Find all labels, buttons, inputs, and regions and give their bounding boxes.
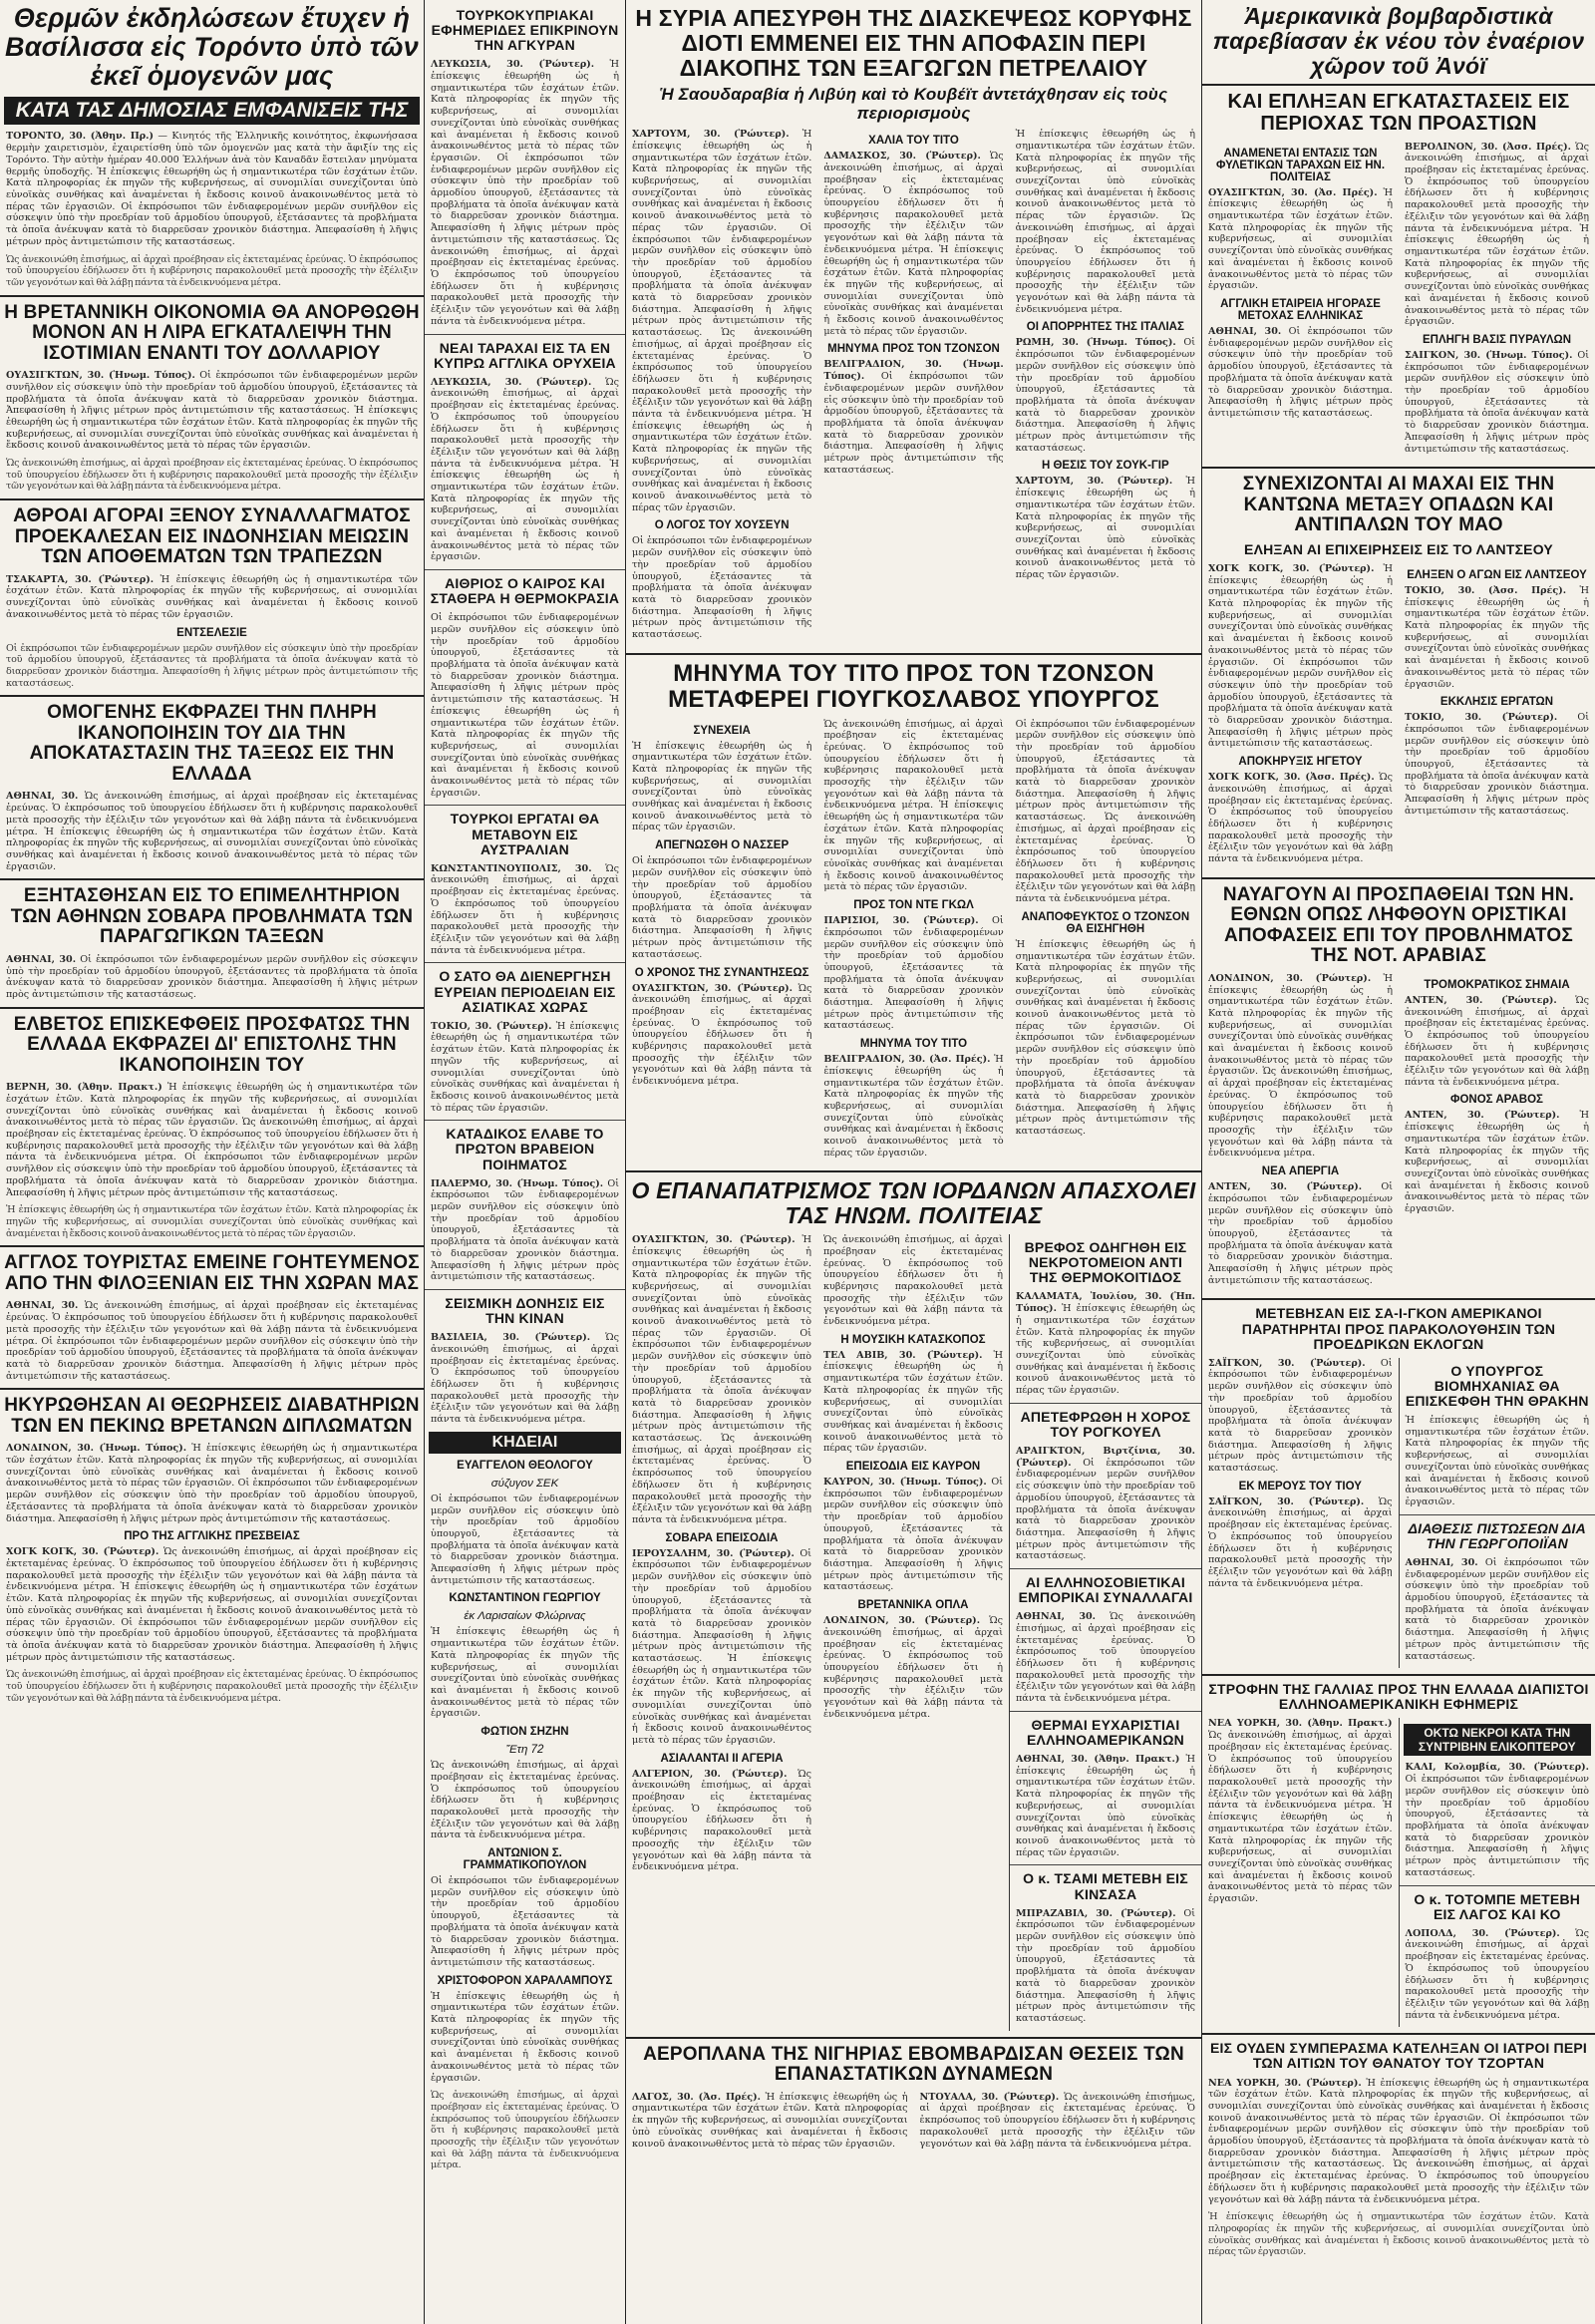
headline-weather: ΑΙΘΡΙΟΣ Ο ΚΑΙΡΟΣ ΚΑΙ ΣΤΑΘΕΡΑ Η ΘΕΡΜΟΚΡΑΣΙΑ (430, 574, 620, 607)
article-body: ΚΩΝΣΤΑΝΤΙΝΟΥΠΟΛΙΣ, 30. Ὡς ἀνεκοινώθη ἐπισήμως, αἱ ἀρχαὶ προέβησαν εἰς ἐκτεταμένας ἐρεύνας. Ὁ ἐκπρόσωπος τοῦ ὑπουργείου ἐδήλωσεν ὅτι ἡ κυβέρνησις παρακολουθεῖ μετὰ προσοχῆς τὴν ἐξέλιξιν τῶν γεγονότων καὶ θὰ λάβῃ πάντα τὰ ἐνδεικνυόμενα μέτρα. (431, 862, 619, 956)
article-body: ΜΠΡΑΖΑΒΙΛ, 30. (Ῥώυτερ). Οἱ ἐκπρόσωποι τῶν ἐνδιαφερομένων μερῶν συνῆλθον εἰς σύσκεψιν ὑπὸ τὴν προεδρίαν τοῦ ἁρμοδίου ὑπουργοῦ, ἐξετάσαντες τὰ προβλήματα τὰ ὁποῖα ἀνέκυψαν κατὰ τὸ διαρρεῦσαν χρονικὸν διάστημα. Ἀπεφασίσθη ἡ λῆψις μέτρων πρὸς ἀντιμετώπισιν τῆς καταστάσεως. (1016, 1907, 1195, 2024)
article-body: ΛΕΥΚΩΣΙΑ, 30. (Ῥώυτερ). Ἡ ἐπίσκεψις ἐθεωρήθη ὡς ἡ σημαντικωτέρα τῶν ἐσχάτων ἐτῶν. Κατὰ πληροφορίας ἐκ πηγῶν τῆς κυβερνήσεως, αἱ συνομιλίαι συνεχίζονται ὑπὸ εὐνοϊκὰς συνθήκας καὶ ἀναμένεται ἡ ἔκδοσις κοινοῦ ἀνακοινωθέντος μετὰ τὸ πέρας τῶν ἐργασιῶν. Οἱ ἐκπρόσωποι τῶν ἐνδιαφερομένων μερῶν συνῆλθον εἰς σύσκεψιν ὑπὸ τὴν προεδρίαν τοῦ ἁρμοδίου ὑπουργοῦ, ἐξετάσαντες τὰ προβλήματα τὰ ὁποῖα ἀνέκυψαν κατὰ τὸ διαρρεῦσαν χρονικὸν διάστημα. Ἀπεφασίσθη ἡ λῆψις μέτρων πρὸς ἀντιμετώπισιν τῆς καταστάσεως. Ὡς ἀνεκοινώθη ἐπισήμως, αἱ ἀρχαὶ προέβησαν εἰς ἐκτεταμένας ἐρεύνας. Ὁ ἐκπρόσωπος τοῦ ὑπουργείου ἐδήλωσεν ὅτι ἡ κυβέρνησις παρακολουθεῖ μετὰ προσοχῆς τὴν ἐξέλιξιν τῶν γεγονότων καὶ θὰ λάβῃ πάντα τὰ ἐνδεικνυόμενα μέτρα. (431, 59, 619, 327)
headline-swiss-letter: ΕΛΒΕΤΟΣ ΕΠΙΣΚΕΦΘΕΙΣ ΠΡΟΣΦΑΤΩΣ ΤΗΝ ΕΛΛΑΔΑ ΕΚΦΡΑΖΕΙ ΔΙ' ΕΠΙΣΤΟΛΗΣ ΤΗΝ ΙΚΑΝΟΠΟΙΗΣΙΝ ΤΟΥ (13, 1013, 411, 1076)
jordan-story (626, 1234, 1201, 2031)
article-body: ΒΑΣΙΛΕΙΑ, 30. (Ῥώυτερ). Ὡς ἀνεκοινώθη ἐπισήμως, αἱ ἀρχαὶ προέβησαν εἰς ἐκτεταμένας ἐρεύνας. Ὁ ἐκπρόσωπος τοῦ ὑπουργείου ἐδήλωσεν ὅτι ἡ κυβέρνησις παρακολουθεῖ μετὰ προσοχῆς τὴν ἐξέλιξιν τῶν γεγονότων καὶ θὰ λάβῃ πάντα τὰ ἐνδεικνυόμενα μέτρα. (431, 1332, 619, 1426)
article-body: ΛΟΝΔΙΝΟΝ, 30. (Ῥώυτερ). Ὡς ἀνεκοινώθη ἐπισήμως, αἱ ἀρχαὶ προέβησαν εἰς ἐκτεταμένας ἐρεύνας. Ὁ ἐκπρόσωπος τοῦ ὑπουργείου ἐδήλωσεν ὅτι ἡ κυβέρνησις παρακολουθεῖ μετὰ προσοχῆς τὴν ἐξέλιξιν τῶν γεγονότων καὶ θὰ λάβῃ πάντα τὰ ἐνδεικνυόμενα μέτρα. (823, 1615, 1003, 1720)
article-body: ΧΑΡΤΟΥΜ, 30. (Ῥώυτερ). Ἡ ἐπίσκεψις ἐθεωρήθη ὡς ἡ σημαντικωτέρα τῶν ἐσχάτων ἐτῶν. Κατὰ πληροφορίας ἐκ πηγῶν τῆς κυβερνήσεως, αἱ συνομιλίαι συνεχίζονται ὑπὸ εὐνοϊκὰς συνθήκας καὶ ἀναμένεται ἡ ἔκδοσις κοινοῦ ἀνακοινωθέντος μετὰ τὸ πέρας τῶν ἐργασιῶν. Οἱ ἐκπρόσωποι τῶν ἐνδιαφερομένων μερῶν συνῆλθον εἰς σύσκεψιν ὑπὸ τὴν προεδρίαν τοῦ ἁρμοδίου ὑπουργοῦ, ἐξετάσαντες τὰ προβλήματα τὰ ὁποῖα ἀνέκυψαν κατὰ τὸ διαρρεῦσαν χρονικὸν διάστημα. Ἀπεφασίσθη ἡ λῆψις μέτρων πρὸς ἀντιμετώπισιν τῆς καταστάσεως. Ὡς ἀνεκοινώθη ἐπισήμως, αἱ ἀρχαὶ προέβησαν εἰς ἐκτεταμένας ἐρεύνας. Ὁ ἐκπρόσωπος τοῦ ὑπουργείου ἐδήλωσεν ὅτι ἡ κυβέρνησις παρακολουθεῖ μετὰ προσοχῆς τὴν ἐξέλιξιν τῶν γεγονότων καὶ θὰ λάβῃ πάντα τὰ ἐνδεικνυόμενα μέτρα. Ἡ ἐπίσκεψις ἐθεωρήθη ὡς ἡ σημαντικωτέρα τῶν ἐσχάτων ἐτῶν. Κατὰ πληροφορίας ἐκ πηγῶν τῆς κυβερνήσεως, αἱ συνομιλίαι συνεχίζονται ὑπὸ εὐνοϊκὰς συνθήκας καὶ ἀναμένεται ἡ ἔκδοσις κοινοῦ ἀνακοινωθέντος μετὰ τὸ πέρας τῶν ἐργασιῶν. (632, 129, 812, 513)
headline-turkish-cypriot-papers: ΤΟΥΡΚΟΚΥΠΡΙΑΚΑΙ ΕΦΗΜΕΡΙΔΕΣ ΕΠΙΚΡΙΝΟΥΝ ΤΗΝ ΑΓΚΥΡΑΝ (431, 7, 619, 54)
tito-story (626, 719, 1201, 1165)
article-body: Ὡς ἀνεκοινώθη ἐπισήμως, αἱ ἀρχαὶ προέβησαν εἰς ἐκτεταμένας ἐρεύνας. Ὁ ἐκπρόσωπος τοῦ ὑπουργείου ἐδήλωσεν ὅτι ἡ κυβέρνησις παρακολουθεῖ μετὰ προσοχῆς τὴν ἐξέλιξιν τῶν γεγονότων καὶ θὰ λάβῃ πάντα τὰ ἐνδεικνυόμενα μέτρα. (6, 253, 418, 288)
article-body: ΤΟΡΟΝΤΟ, 30. (Ἀθην. Πρ.) — Κινητός τῆς Ἑλληνικῆς κοινότητος, ἐκφωνήσασα θερμὴν χαιρετισμὸν, ἐχαιρετίσθη ὑπὸ τῶν ὁμογενῶν μας κατὰ τὴν ἄφιξίν της εἰς Τορόντο. Τὴν αὐτὴν ἡμέραν 40.000 Ἑλλήνων ἀνὰ τὸν Καναδᾶν ἔστειλαν μηνύματα θερμῆς ὑποδοχῆς. Ἡ ἐπίσκεψις ἐθεωρήθη ὡς ἡ σημαντικωτέρα τῶν ἐσχάτων ἐτῶν. Κατὰ πληροφορίας ἐκ πηγῶν τῆς κυβερνήσεως, αἱ συνομιλίαι συνεχίζονται ὑπὸ εὐνοϊκὰς συνθήκας καὶ ἀναμένεται ἡ ἔκδοσις κοινοῦ ἀνακοινωθέντος μετὰ τὸ πέρας τῶν ἐργασιῶν. Οἱ ἐκπρόσωποι τῶν ἐνδιαφερομένων μερῶν συνῆλθον εἰς σύσκεψιν ὑπὸ τὴν προεδρίαν τοῦ ἁρμοδίου ὑπουργοῦ, ἐξετάσαντες τὰ προβλήματα τὰ ὁποῖα ἀνέκυψαν κατὰ τὸ διαρρεῦσαν χρονικὸν διάστημα. Ἀπεφασίσθη ἡ λῆψις μέτρων πρὸς ἀντιμετώπισιν τῆς καταστάσεως. (6, 131, 418, 247)
article-body: Ὡς ἀνεκοινώθη ἐπισήμως, αἱ ἀρχαὶ προέβησαν εἰς ἐκτεταμένας ἐρεύνας. Ὁ ἐκπρόσωπος τοῦ ὑπουργείου ἐδήλωσεν ὅτι ἡ κυβέρνησις παρακολουθεῖ μετὰ προσοχῆς τὴν ἐξέλιξιν τῶν γεγονότων καὶ θὰ λάβῃ πάντα τὰ ἐνδεικνυόμενα μέτρα. (6, 1669, 418, 1704)
france-story (1202, 1718, 1595, 2027)
section-label: ΕΝΤΣΕΛΕΣΙΕ (176, 626, 247, 639)
section-label: ΝΕΑ ΑΠΕΡΓΙΑ (1261, 1165, 1340, 1178)
arabia-story (1202, 973, 1595, 1293)
section-label: Η ΘΕΣΙΣ ΤΟΥ ΣΟΥΚ-ΓΙΡ (1041, 460, 1169, 473)
saigon-story (1202, 1358, 1595, 1669)
section-label: ΑΠΟΚΗΡΥΞΙΣ ΗΓΕΤΟΥ (1238, 756, 1363, 769)
headline-credits-agriculture: ΔΙΑΘΕΣΙΣ ΠΙΣΤΩΣΕΩΝ ΔΙΑ ΤΗΝ ΓΕΩΡΓΟΠΟΙΪΑΝ (1408, 1519, 1586, 1551)
article-body: Οἱ ἐκπρόσωποι τῶν ἐνδιαφερομένων μερῶν συνῆλθον εἰς σύσκεψιν ὑπὸ τὴν προεδρίαν τοῦ ἁρμοδίου ὑπουργοῦ, ἐξετάσαντες τὰ προβλήματα τὰ ὁποῖα ἀνέκυψαν κατὰ τὸ διαρρεῦσαν χρονικὸν διάστημα. Ἀπεφασίσθη ἡ λῆψις μέτρων πρὸς ἀντιμετώπισιν τῆς καταστάσεως. (6, 642, 418, 689)
article-body: ΧΟΓΚ ΚΟΓΚ, 30. (Ῥώυτερ). Ἡ ἐπίσκεψις ἐθεωρήθη ὡς ἡ σημαντικωτέρα τῶν ἐσχάτων ἐτῶν. Κατὰ πληροφορίας ἐκ πηγῶν τῆς κυβερνήσεως, αἱ συνομιλίαι συνεχίζονται ὑπὸ εὐνοϊκὰς συνθήκας καὶ ἀναμένεται ἡ ἔκδοσις κοινοῦ ἀνακοινωθέντος μετὰ τὸ πέρας τῶν ἐργασιῶν. Οἱ ἐκπρόσωποι τῶν ἐνδιαφερομένων μερῶν συνῆλθον εἰς σύσκεψιν ὑπὸ τὴν προεδρίαν τοῦ ἁρμοδίου ὑπουργοῦ, ἐξετάσαντες τὰ προβλήματα τὰ ὁποῖα ἀνέκυψαν κατὰ τὸ διαρρεῦσαν χρονικὸν διάστημα. Ἀπεφασίσθη ἡ λῆψις μέτρων πρὸς ἀντιμετώπισιν τῆς καταστάσεως. (1208, 562, 1393, 750)
section-label: ΦΟΝΟΣ ΑΡΑΒΟΣ (1450, 1094, 1543, 1107)
headline-turkish-workers: ΤΟΥΡΚΟΙ ΕΡΓΑΤΑΙ ΘΑ ΜΕΤΑΒΟΥΝ ΕΙΣ ΑΥΣΤΡΑΛΙΑΝ (450, 811, 600, 857)
article-body: Οἱ ἐκπρόσωποι τῶν ἐνδιαφερομένων μερῶν συνῆλθον εἰς σύσκεψιν ὑπὸ τὴν προεδρίαν τοῦ ἁρμοδίου ὑπουργοῦ, ἐξετάσαντες τὰ προβλήματα τὰ ὁποῖα ἀνέκυψαν κατὰ τὸ διαρρεῦσαν χρονικὸν διάστημα. Ἀπεφασίσθη ἡ λῆψις μέτρων πρὸς ἀντιμετώπισιν τῆς καταστάσεως. (632, 535, 812, 641)
article-body: Οἱ ἐκπρόσωποι τῶν ἐνδιαφερομένων μερῶν συνῆλθον εἰς σύσκεψιν ὑπὸ τὴν προεδρίαν τοῦ ἁρμοδίου ὑπουργοῦ, ἐξετάσαντες τὰ προβλήματα τὰ ὁποῖα ἀνέκυψαν κατὰ τὸ διαρρεῦσαν χρονικὸν διάστημα. Ἀπεφασίσθη ἡ λῆψις μέτρων πρὸς ἀντιμετώπισιν τῆς καταστάσεως. Ἡ ἐπίσκεψις ἐθεωρήθη ὡς ἡ σημαντικωτέρα τῶν ἐσχάτων ἐτῶν. Κατὰ πληροφορίας ἐκ πηγῶν τῆς κυβερνήσεως, αἱ συνομιλίαι συνεχίζονται ὑπὸ εὐνοϊκὰς συνθήκας καὶ ἀναμένεται ἡ ἔκδοσις κοινοῦ ἀνακοινωθέντος μετὰ τὸ πέρας τῶν ἐργασιῶν. (431, 612, 619, 799)
banner-jordan-repatriation: Ο ΕΠΑΝΑΠΑΤΡΙΣΜΟΣ ΤΩΝ ΙΟΡΔΑΝΩΝ ΑΠΑΣΧΟΛΕΙ ΤΑΣ ΗΝΩΜ. ΠΟΛΙΤΕΙΑΣ (631, 1177, 1196, 1229)
article-body: ΚΑΛΑΜΑΤΑ, Ἰουλίου, 30. (Ἠπ. Τύπος). Ἡ ἐπίσκεψις ἐθεωρήθη ὡς ἡ σημαντικωτέρα τῶν ἐσχάτων ἐτῶν. Κατὰ πληροφορίας ἐκ πηγῶν τῆς κυβερνήσεως, αἱ συνομιλίαι συνεχίζονται ὑπὸ εὐνοϊκὰς συνθήκας καὶ ἀναμένεται ἡ ἔκδοσις κοινοῦ ἀνακοινωθέντος μετὰ τὸ πέρας τῶν ἐργασιῶν. (1016, 1291, 1195, 1397)
article-body: Ἡ ἐπίσκεψις ἐθεωρήθη ὡς ἡ σημαντικωτέρα τῶν ἐσχάτων ἐτῶν. Κατὰ πληροφορίας ἐκ πηγῶν τῆς κυβερνήσεως, αἱ συνομιλίαι συνεχίζονται ὑπὸ εὐνοϊκὰς συνθήκας καὶ ἀναμένεται ἡ ἔκδοσις κοινοῦ ἀνακοινωθέντος μετὰ τὸ πέρας τῶν ἐργασιῶν. Ὡς ἀνεκοινώθη ἐπισήμως, αἱ ἀρχαὶ προέβησαν εἰς ἐκτεταμένας ἐρεύνας. Ὁ ἐκπρόσωπος τοῦ ὑπουργείου ἐδήλωσεν ὅτι ἡ κυβέρνησις παρακολουθεῖ μετὰ προσοχῆς τὴν ἐξέλιξιν τῶν γεγονότων καὶ θὰ λάβῃ πάντα τὰ ἐνδεικνυόμενα μέτρα. (1015, 129, 1195, 315)
syria-story (626, 129, 1201, 647)
article-body: Ὡς ἀνεκοινώθη ἐπισήμως, αἱ ἀρχαὶ προέβησαν εἰς ἐκτεταμένας ἐρεύνας. Ὁ ἐκπρόσωπος τοῦ ὑπουργείου ἐδήλωσεν ὅτι ἡ κυβέρνησις παρακολουθεῖ μετὰ προσοχῆς τὴν ἐξέλιξιν τῶν γεγονότων καὶ θὰ λάβῃ πάντα τὰ ἐνδεικνυόμενα μέτρα. Ἡ ἐπίσκεψις ἐθεωρήθη ὡς ἡ σημαντικωτέρα τῶν ἐσχάτων ἐτῶν. Κατὰ πληροφορίας ἐκ πηγῶν τῆς κυβερνήσεως, αἱ συνομιλίαι συνεχίζονται ὑπὸ εὐνοϊκὰς συνθήκας καὶ ἀναμένεται ἡ ἔκδοσις κοινοῦ ἀνακοινωθέντος μετὰ τὸ πέρας τῶν ἐργασιῶν. (823, 718, 1004, 893)
article-body: ΚΑΥΡΟΝ, 30. (Ἡνωμ. Τύπος). Οἱ ἐκπρόσωποι τῶν ἐνδιαφερομένων μερῶν συνῆλθον εἰς σύσκεψιν ὑπὸ τὴν προεδρίαν τοῦ ἁρμοδίου ὑπουργοῦ, ἐξετάσαντες τὰ προβλήματα τὰ ὁποῖα ἀνέκυψαν κατὰ τὸ διαρρεῦσαν χρονικὸν διάστημα. Ἀπεφασίσθη ἡ λῆψις μέτρων πρὸς ἀντιμετώπισιν τῆς καταστάσεως. (823, 1477, 1003, 1593)
headline-jordan-death-doctors: ΕΙΣ ΟΥΔΕΝ ΣΥΜΠΕΡΑΣΜΑ ΚΑΤΕΛΗΞΑΝ ΟΙ ΙΑΤΡΟΙ ΠΕΡΙ ΤΩΝ ΑΙΤΙΩΝ ΤΟΥ ΘΑΝΑΤΟΥ ΤΟΥ ΤΖΟΡΤΑΝ (1209, 2040, 1588, 2072)
section-label: Ο ΧΡΟΝΟΣ ΤΗΣ ΣΥΝΑΝΤΗΣΕΩΣ (634, 966, 809, 979)
article-body: ΧΟΓΚ ΚΟΓΚ, 30. (Ῥώυτερ). Ὡς ἀνεκοινώθη ἐπισήμως, αἱ ἀρχαὶ προέβησαν εἰς ἐκτεταμένας ἐρεύνας. Ὁ ἐκπρόσωπος τοῦ ὑπουργείου ἐδήλωσεν ὅτι ἡ κυβέρνησις παρακολουθεῖ μετὰ προσοχῆς τὴν ἐξέλιξιν τῶν γεγονότων καὶ θὰ λάβῃ πάντα τὰ ἐνδεικνυόμενα μέτρα. Ἡ ἐπίσκεψις ἐθεωρήθη ὡς ἡ σημαντικωτέρα τῶν ἐσχάτων ἐτῶν. Κατὰ πληροφορίας ἐκ πηγῶν τῆς κυβερνήσεως, αἱ συνομιλίαι συνεχίζονται ὑπὸ εὐνοϊκὰς συνθήκας καὶ ἀναμένεται ἡ ἔκδοσις κοινοῦ ἀνακοινωθέντος μετὰ τὸ πέρας τῶν ἐργασιῶν. Οἱ ἐκπρόσωποι τῶν ἐνδιαφερομένων μερῶν συνῆλθον εἰς σύσκεψιν ὑπὸ τὴν προεδρίαν τοῦ ἁρμοδίου ὑπουργοῦ, ἐξετάσαντες τὰ προβλήματα τὰ ὁποῖα ἀνέκυψαν κατὰ τὸ διαρρεῦσαν χρονικὸν διάστημα. Ἀπεφασίσθη ἡ λῆψις μέτρων πρὸς ἀντιμετώπισιν τῆς καταστάσεως. (6, 1546, 418, 1663)
obituary-name: ΕΥΑΓΓΕΛΟΝ ΘΕΟΛΟΓΟΥ (457, 1459, 593, 1472)
obituary-text: Ὡς ἀνεκοινώθη ἐπισήμως, αἱ ἀρχαὶ προέβησαν εἰς ἐκτεταμένας ἐρεύνας. Ὁ ἐκπρόσωπος τοῦ ὑπουργείου ἐδήλωσεν ὅτι ἡ κυβέρνησις παρακολουθεῖ μετὰ προσοχῆς τὴν ἐξέλιξιν τῶν γεγονότων καὶ θὰ λάβῃ πάντα τὰ ἐνδεικνυόμενα μέτρα. (431, 2090, 619, 2171)
headline-english-tourist: ΑΓΓΛΟΣ ΤΟΥΡΙΣΤΑΣ ΕΜΕΙΝΕ ΓΟΗΤΕΥΜΕΝΟΣ ΑΠΟ ΤΗΝ ΦΙΛΟΞΕΝΙΑΝ ΕΙΣ ΤΗΝ ΧΩΡΑΝ ΜΑΣ (4, 1252, 420, 1294)
article-body: ΟΥΑΣΙΓΚΤΩΝ, 30. (Ῥώυτερ). Ἡ ἐπίσκεψις ἐθεωρήθη ὡς ἡ σημαντικωτέρα τῶν ἐσχάτων ἐτῶν. Κατὰ πληροφορίας ἐκ πηγῶν τῆς κυβερνήσεως, αἱ συνομιλίαι συνεχίζονται ὑπὸ εὐνοϊκὰς συνθήκας καὶ ἀναμένεται ἡ ἔκδοσις κοινοῦ ἀνακοινωθέντος μετὰ τὸ πέρας τῶν ἐργασιῶν. Οἱ ἐκπρόσωποι τῶν ἐνδιαφερομένων μερῶν συνῆλθον εἰς σύσκεψιν ὑπὸ τὴν προεδρίαν τοῦ ἁρμοδίου ὑπουργοῦ, ἐξετάσαντες τὰ προβλήματα τὰ ὁποῖα ἀνέκυψαν κατὰ τὸ διαρρεῦσαν χρονικὸν διάστημα. Ἀπεφασίσθη ἡ λῆψις μέτρων πρὸς ἀντιμετώπισιν τῆς καταστάσεως. Ὡς ἀνεκοινώθη ἐπισήμως, αἱ ἀρχαὶ προέβησαν εἰς ἐκτεταμένας ἐρεύνας. Ὁ ἐκπρόσωπος τοῦ ὑπουργείου ἐδήλωσεν ὅτι ἡ κυβέρνησις παρακολουθεῖ μετὰ προσοχῆς τὴν ἐξέλιξιν τῶν γεγονότων καὶ θὰ λάβῃ πάντα τὰ ἐνδεικνυόμενα μέτρα. (632, 1234, 811, 1525)
article-body: Ἡ ἐπίσκεψις ἐθεωρήθη ὡς ἡ σημαντικωτέρα τῶν ἐσχάτων ἐτῶν. Κατὰ πληροφορίας ἐκ πηγῶν τῆς κυβερνήσεως, αἱ συνομιλίαι συνεχίζονται ὑπὸ εὐνοϊκὰς συνθήκας καὶ ἀναμένεται ἡ ἔκδοσις κοινοῦ ἀνακοινωθέντος μετὰ τὸ πέρας τῶν ἐργασιῶν. Οἱ ἐκπρόσωποι τῶν ἐνδιαφερομένων μερῶν συνῆλθον εἰς σύσκεψιν ὑπὸ τὴν προεδρίαν τοῦ ἁρμοδίου ὑπουργοῦ, ἐξετάσαντες τὰ προβλήματα τὰ ὁποῖα ἀνέκυψαν κατὰ τὸ διαρρεῦσαν χρονικὸν διάστημα. Ἀπεφασίσθη ἡ λῆψις μέτρων πρὸς ἀντιμετώπισιν τῆς καταστάσεως. (1015, 938, 1195, 1138)
obituary-text: Ὡς ἀνεκοινώθη ἐπισήμως, αἱ ἀρχαὶ προέβησαν εἰς ἐκτεταμένας ἐρεύνας. Ὁ ἐκπρόσωπος τοῦ ὑπουργείου ἐδήλωσεν ὅτι ἡ κυβέρνησις παρακολουθεῖ μετὰ προσοχῆς τὴν ἐξέλιξιν τῶν γεγονότων καὶ θὰ λάβῃ πάντα τὰ ἐνδεικνυόμενα μέτρα. (431, 1760, 619, 1841)
obituary-sub: Ἔτη 72 (505, 1744, 544, 1757)
article-body: ΧΑΡΤΟΥΜ, 30. (Ῥώυτερ). Ἡ ἐπίσκεψις ἐθεωρήθη ὡς ἡ σημαντικωτέρα τῶν ἐσχάτων ἐτῶν. Κατὰ πληροφορίας ἐκ πηγῶν τῆς κυβερνήσεως, αἱ συνομιλίαι συνεχίζονται ὑπὸ εὐνοϊκὰς συνθήκας καὶ ἀναμένεται ἡ ἔκδοσις κοινοῦ ἀνακοινωθέντος μετὰ τὸ πέρας τῶν ἐργασιῶν. (1015, 476, 1195, 581)
article-body: ΙΕΡΟΥΣΑΛΗΜ, 30. (Ῥώυτερ). Οἱ ἐκπρόσωποι τῶν ἐνδιαφερομένων μερῶν συνῆλθον εἰς σύσκεψιν ὑπὸ τὴν προεδρίαν τοῦ ἁρμοδίου ὑπουργοῦ, ἐξετάσαντες τὰ προβλήματα τὰ ὁποῖα ἀνέκυψαν κατὰ τὸ διαρρεῦσαν χρονικὸν διάστημα. Ἀπεφασίσθη ἡ λῆψις μέτρων πρὸς ἀντιμετώπισιν τῆς καταστάσεως. Ἡ ἐπίσκεψις ἐθεωρήθη ὡς ἡ σημαντικωτέρα τῶν ἐσχάτων ἐτῶν. Κατὰ πληροφορίας ἐκ πηγῶν τῆς κυβερνήσεως, αἱ συνομιλίαι συνεχίζονται ὑπὸ εὐνοϊκὰς συνθήκας καὶ ἀναμένεται ἡ ἔκδοσις κοινοῦ ἀνακοινωθέντος μετὰ τὸ πέρας τῶν ἐργασιῶν. (632, 1547, 811, 1746)
article-body: ΠΑΛΕΡΜΟ, 30. (Ἡνωμ. Τύπος). Οἱ ἐκπρόσωποι τῶν ἐνδιαφερομένων μερῶν συνῆλθον εἰς σύσκεψιν ὑπὸ τὴν προεδρίαν τοῦ ἁρμοδίου ὑπουργοῦ, ἐξετάσαντες τὰ προβλήματα τὰ ὁποῖα ἀνέκυψαν κατὰ τὸ διαρρεῦσαν χρονικὸν διάστημα. Ἀπεφασίσθη ἡ λῆψις μέτρων πρὸς ἀντιμετώπισιν τῆς καταστάσεως. (431, 1177, 619, 1283)
article-body: ΑΘΗΝΑΙ, 30. Ὡς ἀνεκοινώθη ἐπισήμως, αἱ ἀρχαὶ προέβησαν εἰς ἐκτεταμένας ἐρεύνας. Ὁ ἐκπρόσωπος τοῦ ὑπουργείου ἐδήλωσεν ὅτι ἡ κυβέρνησις παρακολουθεῖ μετὰ προσοχῆς τὴν ἐξέλιξιν τῶν γεγονότων καὶ θὰ λάβῃ πάντα τὰ ἐνδεικνυόμενα μέτρα. (1016, 1611, 1195, 1705)
subheadline-lanchow: ΕΛΗΞΑΝ ΑΙ ΕΠΙΧΕΙΡΗΣΕΙΣ ΕΙΣ ΤΟ ΛΑΝΤΣΕΟΥ (1244, 540, 1553, 557)
article-body: ΟΥΑΣΙΓΚΤΩΝ, 30. (Ἡνωμ. Τύπος). Οἱ ἐκπρόσωποι τῶν ἐνδιαφερομένων μερῶν συνῆλθον εἰς σύσκεψιν ὑπὸ τὴν προεδρίαν τοῦ ἁρμοδίου ὑπουργοῦ, ἐξετάσαντες τὰ προβλήματα τὰ ὁποῖα ἀνέκυψαν κατὰ τὸ διαρρεῦσαν χρονικὸν διάστημα. Ἀπεφασίσθη ἡ λῆψις μέτρων πρὸς ἀντιμετώπισιν τῆς καταστάσεως. Ἡ ἐπίσκεψις ἐθεωρήθη ὡς ἡ σημαντικωτέρα τῶν ἐσχάτων ἐτῶν. Κατὰ πληροφορίας ἐκ πηγῶν τῆς κυβερνήσεως, αἱ συνομιλίαι συνεχίζονται ὑπὸ εὐνοϊκὰς συνθήκας καὶ ἀναμένεται ἡ ἔκδοσις κοινοῦ ἀνακοινωθέντος μετὰ τὸ πέρας τῶν ἐργασιῶν. (6, 370, 418, 452)
article-body: ΑΘΗΝΑΙ, 30. Ὡς ἀνεκοινώθη ἐπισήμως, αἱ ἀρχαὶ προέβησαν εἰς ἐκτεταμένας ἐρεύνας. Ὁ ἐκπρόσωπος τοῦ ὑπουργείου ἐδήλωσεν ὅτι ἡ κυβέρνησις παρακολουθεῖ μετὰ προσοχῆς τὴν ἐξέλιξιν τῶν γεγονότων καὶ θὰ λάβῃ πάντα τὰ ἐνδεικνυόμενα μέτρα. Ἡ ἐπίσκεψις ἐθεωρήθη ὡς ἡ σημαντικωτέρα τῶν ἐσχάτων ἐτῶν. Κατὰ πληροφορίας ἐκ πηγῶν τῆς κυβερνήσεως, αἱ συνομιλίαι συνεχίζονται ὑπὸ εὐνοϊκὰς συνθήκας καὶ ἀναμένεται ἡ ἔκδοσις κοινοῦ ἀνακοινωθέντος μετὰ τὸ πέρας τῶν ἐργασιῶν. (6, 791, 418, 872)
article-body: ΣΑΪΓΚΟΝ, 30. (Ῥώυτερ). Οἱ ἐκπρόσωποι τῶν ἐνδιαφερομένων μερῶν συνῆλθον εἰς σύσκεψιν ὑπὸ τὴν προεδρίαν τοῦ ἁρμοδίου ὑπουργοῦ, ἐξετάσαντες τὰ προβλήματα τὰ ὁποῖα ἀνέκυψαν κατὰ τὸ διαρρεῦσαν χρονικὸν διάστημα. Ἀπεφασίσθη ἡ λῆψις μέτρων πρὸς ἀντιμετώπισιν τῆς καταστάσεως. (1208, 1357, 1393, 1475)
article-body: ΝΕΑ ΥΟΡΚΗ, 30. (Ἀθην. Πρακτ.) Ὡς ἀνεκοινώθη ἐπισήμως, αἱ ἀρχαὶ προέβησαν εἰς ἐκτεταμένας ἐρεύνας. Ὁ ἐκπρόσωπος τοῦ ὑπουργείου ἐδήλωσεν ὅτι ἡ κυβέρνησις παρακολουθεῖ μετὰ προσοχῆς τὴν ἐξέλιξιν τῶν γεγονότων καὶ θὰ λάβῃ πάντα τὰ ἐνδεικνυόμενα μέτρα. Ἡ ἐπίσκεψις ἐθεωρήθη ὡς ἡ σημαντικωτέρα τῶν ἐσχάτων ἐτῶν. Κατὰ πληροφορίας ἐκ πηγῶν τῆς κυβερνήσεως, αἱ συνομιλίαι συνεχίζονται ὑπὸ εὐνοϊκὰς συνθήκας καὶ ἀναμένεται ἡ ἔκδοσις κοινοῦ ἀνακοινωθέντος μετὰ τὸ πέρας τῶν ἐργασιῶν. (1208, 1718, 1393, 1905)
article-body: ΑΛΓΕΡΙΟΝ, 30. (Ῥώυτερ). Ὡς ἀνεκοινώθη ἐπισήμως, αἱ ἀρχαὶ προέβησαν εἰς ἐκτεταμένας ἐρεύνας. Ὁ ἐκπρόσωπος τοῦ ὑπουργείου ἐδήλωσεν ὅτι ἡ κυβέρνησις παρακολουθεῖ μετὰ προσοχῆς τὴν ἐξέλιξιν τῶν γεγονότων καὶ θὰ λάβῃ πάντα τὰ ἐνδεικνυόμενα μέτρα. (632, 1768, 811, 1873)
section-label: ΑΓΓΛΙΚΗ ΕΤΑΙΡΕΙΑ ΗΓΟΡΑΣΕ ΜΕΤΟΧΑΣ ΕΛΛΗΝΙΚΑΣ (1220, 298, 1381, 322)
article-body: Οἱ ἐκπρόσωποι τῶν ἐνδιαφερομένων μερῶν συνῆλθον εἰς σύσκεψιν ὑπὸ τὴν προεδρίαν τοῦ ἁρμοδίου ὑπουργοῦ, ἐξετάσαντες τὰ προβλήματα τὰ ὁποῖα ἀνέκυψαν κατὰ τὸ διαρρεῦσαν χρονικὸν διάστημα. Ἀπεφασίσθη ἡ λῆψις μέτρων πρὸς ἀντιμετώπισιν τῆς καταστάσεως. Ὡς ἀνεκοινώθη ἐπισήμως, αἱ ἀρχαὶ προέβησαν εἰς ἐκτεταμένας ἐρεύνας. Ὁ ἐκπρόσωπος τοῦ ὑπουργείου ἐδήλωσεν ὅτι ἡ κυβέρνησις παρακολουθεῖ μετὰ προσοχῆς τὴν ἐξέλιξιν τῶν γεγονότων καὶ θὰ λάβῃ πάντα τὰ ἐνδεικνυόμενα μέτρα. (1015, 718, 1195, 905)
article-body: ΛΟΠΟΛΔ, 30. (Ῥώυτερ). Ὡς ἀνεκοινώθη ἐπισήμως, αἱ ἀρχαὶ προέβησαν εἰς ἐκτεταμένας ἐρεύνας. Ὁ ἐκπρόσωπος τοῦ ὑπουργείου ἐδήλωσεν ὅτι ἡ κυβέρνησις παρακολουθεῖ μετὰ προσοχῆς τὴν ἐξέλιξιν τῶν γεγονότων καὶ θὰ λάβῃ πάντα τὰ ἐνδεικνυόμενα μέτρα. (1405, 1927, 1589, 2021)
section-label: Η ΜΟΥΣΙΚΗ ΚΑΤΑΣΚΟΠΟΣ (840, 1333, 986, 1346)
section-label: ΑΠΕΓΝΩΣΘΗ Ο ΝΑΣΣΕΡ (655, 839, 790, 852)
section-label: ΜΗΝΥΜΑ ΠΡΟΣ ΤΟΝ ΤΖΟΝΣΟΝ (827, 343, 1000, 356)
article-body: ΑΘΗΝΑΙ, 30. Οἱ ἐκπρόσωποι τῶν ἐνδιαφερομένων μερῶν συνῆλθον εἰς σύσκεψιν ὑπὸ τὴν προεδρίαν τοῦ ἁρμοδίου ὑπουργοῦ, ἐξετάσαντες τὰ προβλήματα τὰ ὁποῖα ἀνέκυψαν κατὰ τὸ διαρρεῦσαν χρονικὸν διάστημα. Ἀπεφασίσθη ἡ λῆψις μέτρων πρὸς ἀντιμετώπισιν τῆς καταστάσεως. (1208, 326, 1393, 419)
section-label: ΑΣΙΑΛΑΝΤΑΙ ΙΙ ΑΓΕΡΙΑ (660, 1752, 784, 1765)
article-body: ΝΕΑ ΥΟΡΚΗ, 30. (Ῥώυτερ). Ἡ ἐπίσκεψις ἐθεωρήθη ὡς ἡ σημαντικωτέρα τῶν ἐσχάτων ἐτῶν. Κατὰ πληροφορίας ἐκ πηγῶν τῆς κυβερνήσεως, αἱ συνομιλίαι συνεχίζονται ὑπὸ εὐνοϊκὰς συνθήκας καὶ ἀναμένεται ἡ ἔκδοσις κοινοῦ ἀνακοινωθέντος μετὰ τὸ πέρας τῶν ἐργασιῶν. Οἱ ἐκπρόσωποι τῶν ἐνδιαφερομένων μερῶν συνῆλθον εἰς σύσκεψιν ὑπὸ τὴν προεδρίαν τοῦ ἁρμοδίου ὑπουργοῦ, ἐξετάσαντες τὰ προβλήματα τὰ ὁποῖα ἀνέκυψαν κατὰ τὸ διαρρεῦσαν χρονικὸν διάστημα. Ἀπεφασίσθη ἡ λῆψις μέτρων πρὸς ἀντιμετώπισιν τῆς καταστάσεως. Ὡς ἀνεκοινώθη ἐπισήμως, αἱ ἀρχαὶ προέβησαν εἰς ἐκτεταμένας ἐρεύνας. Ὁ ἐκπρόσωπος τοῦ ὑπουργείου ἐδήλωσεν ὅτι ἡ κυβέρνησις παρακολουθεῖ μετὰ προσοχῆς τὴν ἐξέλιξιν τῶν γεγονότων καὶ θὰ λάβῃ πάντα τὰ ἐνδεικνυόμενα μέτρα. (1208, 2077, 1589, 2205)
column-3b (1009, 1234, 1201, 2031)
article-body: Ὡς ἀνεκοινώθη ἐπισήμως, αἱ ἀρχαὶ προέβησαν εἰς ἐκτεταμένας ἐρεύνας. Ὁ ἐκπρόσωπος τοῦ ὑπουργείου ἐδήλωσεν ὅτι ἡ κυβέρνησις παρακολουθεῖ μετὰ προσοχῆς τὴν ἐξέλιξιν τῶν γεγονότων καὶ θὰ λάβῃ πάντα τὰ ἐνδεικνυόμενα μέτρα. (6, 458, 418, 493)
article-body: ΤΟΚΙΟ, 30. (Ῥώυτερ). Ἡ ἐπίσκεψις ἐθεωρήθη ὡς ἡ σημαντικωτέρα τῶν ἐσχάτων ἐτῶν. Κατὰ πληροφορίας ἐκ πηγῶν τῆς κυβερνήσεως, αἱ συνομιλίαι συνεχίζονται ὑπὸ εὐνοϊκὰς συνθήκας καὶ ἀναμένεται ἡ ἔκδοσις κοινοῦ ἀνακοινωθέντος μετὰ τὸ πέρας τῶν ἐργασιῶν. (431, 1020, 619, 1114)
section-label: ΠΡΟ ΤΗΣ ΑΓΓΛΙΚΗΣ ΠΡΕΣΒΕΙΑΣ (124, 1530, 300, 1543)
article-body: ΛΟΝΔΙΝΟΝ, 30. (Ἡνωμ. Τύπος). Ἡ ἐπίσκεψις ἐθεωρήθη ὡς ἡ σημαντικωτέρα τῶν ἐσχάτων ἐτῶν. Κατὰ πληροφορίας ἐκ πηγῶν τῆς κυβερνήσεως, αἱ συνομιλίαι συνεχίζονται ὑπὸ εὐνοϊκὰς συνθήκας καὶ ἀναμένεται ἡ ἔκδοσις κοινοῦ ἀνακοινωθέντος μετὰ τὸ πέρας τῶν ἐργασιῶν. Οἱ ἐκπρόσωποι τῶν ἐνδιαφερομένων μερῶν συνῆλθον εἰς σύσκεψιν ὑπὸ τὴν προεδρίαν τοῦ ἁρμοδίου ὑπουργοῦ, ἐξετάσαντες τὰ προβλήματα τὰ ὁποῖα ἀνέκυψαν κατὰ τὸ διαρρεῦσαν χρονικὸν διάστημα. Ἀπεφασίσθη ἡ λῆψις μέτρων πρὸς ἀντιμετώπισιν τῆς καταστάσεως. (6, 1443, 418, 1524)
article-body: Οἱ ἐκπρόσωποι τῶν ἐνδιαφερομένων μερῶν συνῆλθον εἰς σύσκεψιν ὑπὸ τὴν προεδρίαν τοῦ ἁρμοδίου ὑπουργοῦ, ἐξετάσαντες τὰ προβλήματα τὰ ὁποῖα ἀνέκυψαν κατὰ τὸ διαρρεῦσαν χρονικὸν διάστημα. Ἀπεφασίσθη ἡ λῆψις μέτρων πρὸς ἀντιμετώπισιν τῆς καταστάσεως. (632, 855, 812, 960)
headline-nigeria-aircraft: ΑΕΡΟΠΛΑΝΑ ΤΗΣ ΝΙΓΗΡΙΑΣ ΕΒΟΜΒΑΡΔΙΣΑΝ ΘΕΣΕΙΣ ΤΩΝ ΕΠΑΝΑΣΤΑΤΙΚΩΝ ΔΥΝΑΜΕΩΝ (643, 2043, 1184, 2086)
obituary-name: ΧΡΙΣΤΟΦΟΡΟΝ ΧΑΡΑΛΑΜΠΟΥΣ (437, 1974, 613, 1987)
section-label: ΒΡΕΤΑΝΝΙΚΑ ΟΠΛΑ (857, 1599, 969, 1612)
column-3 (626, 0, 1201, 2324)
headline-indonesia-currency: ΑΘΡΟΑΙ ΑΓΟΡΑΙ ΞΕΝΟΥ ΣΥΝΑΛΛΑΓΜΑΤΟΣ ΠΡΟΕΚΑΛΕΣΑΝ ΕΙΣ ΙΝΔΟΝΗΣΙΑΝ ΜΕΙΩΣΙΝ ΤΩΝ ΑΠΟΘΕΜΑΤΩΝ ΤΩΝ ΤΡΑΠΕΖΩΝ (13, 505, 411, 568)
obituary-text: Οἱ ἐκπρόσωποι τῶν ἐνδιαφερομένων μερῶν συνῆλθον εἰς σύσκεψιν ὑπὸ τὴν προεδρίαν τοῦ ἁρμοδίου ὑπουργοῦ, ἐξετάσαντες τὰ προβλήματα τὰ ὁποῖα ἀνέκυψαν κατὰ τὸ διαρρεῦσαν χρονικὸν διάστημα. Ἀπεφασίσθη ἡ λῆψις μέτρων πρὸς ἀντιμετώπισιν τῆς καταστάσεως. (431, 1875, 619, 1968)
article-body: Ἡ ἐπίσκεψις ἐθεωρήθη ὡς ἡ σημαντικωτέρα τῶν ἐσχάτων ἐτῶν. Κατὰ πληροφορίας ἐκ πηγῶν τῆς κυβερνήσεως, αἱ συνομιλίαι συνεχίζονται ὑπὸ εὐνοϊκὰς συνθήκας καὶ ἀναμένεται ἡ ἔκδοσις κοινοῦ ἀνακοινωθέντος μετὰ τὸ πέρας τῶν ἐργασιῶν. (6, 1204, 418, 1239)
article-body: ΑΘΗΝΑΙ, 30. (Ἀθην. Πρακτ.) Ἡ ἐπίσκεψις ἐθεωρήθη ὡς ἡ σημαντικωτέρα τῶν ἐσχάτων ἐτῶν. Κατὰ πληροφορίας ἐκ πηγῶν τῆς κυβερνήσεως, αἱ συνομιλίαι συνεχίζονται ὑπὸ εὐνοϊκὰς συνθήκας καὶ ἀναμένεται ἡ ἔκδοσις κοινοῦ ἀνακοινωθέντος μετὰ τὸ πέρας τῶν ἐργασιῶν. (1016, 1754, 1195, 1858)
headline-sato-tour: Ο ΣΑΤΟ ΘΑ ΔΙΕΝΕΡΓΗΣΗ ΕΥΡΕΙΑΝ ΠΕΡΙΟΔΕΙΑΝ ΕΙΣ ΑΣΙΑΤΙΚΑΣ ΧΩΡΑΣ (434, 968, 616, 1015)
headline-france-greece: ΣΤΡΟΦΗΝ ΤΗΣ ΓΑΛΛΙΑΣ ΠΡΟΣ ΤΗΝ ΕΛΛΑΔΑ ΔΙΑΠΙΣΤΟΙ ΕΛΛΗΝΟΑΜΕΡΙΚΑΝΙΚΗ ΕΦΗΜΕΡΙΣ (1208, 1681, 1589, 1713)
headline-canton-fighting: ΣΥΝΕΧΙΖΟΝΤΑΙ ΑΙ ΜΑΧΑΙ ΕΙΣ ΤΗΝ ΚΑΝΤΩΝΑ ΜΕΤΑΞΥ ΟΠΑΔΩΝ ΚΑΙ ΑΝΤΙΠΑΛΩΝ ΤΟΥ ΜΑΟ (1242, 474, 1555, 536)
section-label: ΑΝΑΠΟΦΕΥΚΤΟΣ Ο ΤΖΟΝΣΟΝ ΘΑ ΕΙΣΗΓΗΘΗ (1021, 910, 1190, 935)
article-body: ΑΝΤΕΝ, 30. (Ῥώυτερ). Ὡς ἀνεκοινώθη ἐπισήμως, αἱ ἀρχαὶ προέβησαν εἰς ἐκτεταμένας ἐρεύνας. Ὁ ἐκπρόσωπος τοῦ ὑπουργείου ἐδήλωσεν ὅτι ἡ κυβέρνησις παρακολουθεῖ μετὰ προσοχῆς τὴν ἐξέλιξιν τῶν γεγονότων καὶ θὰ λάβῃ πάντα τὰ ἐνδεικνυόμενα μέτρα. (1405, 994, 1589, 1088)
obituary-text: Οἱ ἐκπρόσωποι τῶν ἐνδιαφερομένων μερῶν συνῆλθον εἰς σύσκεψιν ὑπὸ τὴν προεδρίαν τοῦ ἁρμοδίου ὑπουργοῦ, ἐξετάσαντες τὰ προβλήματα τὰ ὁποῖα ἀνέκυψαν κατὰ τὸ διαρρεῦσαν χρονικὸν διάστημα. Ἀπεφασίσθη ἡ λῆψις μέτρων πρὸς ἀντιμετώπισιν τῆς καταστάσεως. (431, 1493, 619, 1586)
article-body: Ἡ ἐπίσκεψις ἐθεωρήθη ὡς ἡ σημαντικωτέρα τῶν ἐσχάτων ἐτῶν. Κατὰ πληροφορίας ἐκ πηγῶν τῆς κυβερνήσεως, αἱ συνομιλίαι συνεχίζονται ὑπὸ εὐνοϊκὰς συνθήκας καὶ ἀναμένεται ἡ ἔκδοσις κοινοῦ ἀνακοινωθέντος μετὰ τὸ πέρας τῶν ἐργασιῶν. (632, 740, 812, 833)
canton-story (1202, 563, 1595, 871)
banner-syria-summit: Η ΣΥΡΙΑ ΑΠΕΣΥΡΘΗ ΤΗΣ ΔΙΑΣΚΕΨΕΩΣ ΚΟΡΥΦΗΣ ΔΙΟΤΙ ΕΜΜΕΝΕΙ ΕΙΣ ΤΗΝ ΑΠΟΦΑΣΙΝ ΠΕΡΙ ΔΙΑΚΟΠΗΣ ΤΩΝ ΕΞΑΓΩΓΩΝ ΠΕΤΡΕΛΑΙΟΥ (635, 5, 1192, 81)
article-body: ΧΟΓΚ ΚΟΓΚ, 30. (Ἀσσ. Πρές). Ὡς ἀνεκοινώθη ἐπισήμως, αἱ ἀρχαὶ προέβησαν εἰς ἐκτεταμένας ἐρεύνας. Ὁ ἐκπρόσωπος τοῦ ὑπουργείου ἐδήλωσεν ὅτι ἡ κυβέρνησις παρακολουθεῖ μετὰ προσοχῆς τὴν ἐξέλιξιν τῶν γεγονότων καὶ θὰ λάβῃ πάντα τὰ ἐνδεικνυόμενα μέτρα. (1208, 772, 1393, 865)
headline-un-south-arabia: ΝΑΥΑΓΟΥΝ ΑΙ ΠΡΟΣΠΑΘΕΙΑΙ ΤΩΝ ΗΝ. ΕΘΝΩΝ ΟΠΩΣ ΛΗΦΘΟΥΝ ΟΡΙΣΤΙΚΑΙ ΑΠΟΦΑΣΕΙΣ ΕΠΙ ΤΟΥ ΠΡΟΒΛΗΜΑΤΟΣ ΤΗΣ ΝΟΤ. ΑΡΑΒΙΑΣ (1222, 883, 1575, 967)
article-body: ΚΑΛΙ, Κολομβία, 30. (Ῥώυτερ). Οἱ ἐκπρόσωποι τῶν ἐνδιαφερομένων μερῶν συνῆλθον εἰς σύσκεψιν ὑπὸ τὴν προεδρίαν τοῦ ἁρμοδίου ὑπουργοῦ, ἐξετάσαντες τὰ προβλήματα τὰ ὁποῖα ἀνέκυψαν κατὰ τὸ διαρρεῦσαν χρονικὸν διάστημα. Ἀπεφασίσθη ἡ λῆψις μέτρων πρὸς ἀντιμετώπισιν τῆς καταστάσεως. (1405, 1762, 1589, 1878)
column-2 (425, 0, 625, 2324)
article-body: ΛΕΥΚΩΣΙΑ, 30. (Ῥώυτερ). Ὡς ἀνεκοινώθη ἐπισήμως, αἱ ἀρχαὶ προέβησαν εἰς ἐκτεταμένας ἐρεύνας. Ὁ ἐκπρόσωπος τοῦ ὑπουργείου ἐδήλωσεν ὅτι ἡ κυβέρνησις παρακολουθεῖ μετὰ προσοχῆς τὴν ἐξέλιξιν τῶν γεγονότων καὶ θὰ λάβῃ πάντα τὰ ἐνδεικνυόμενα μέτρα. Ἡ ἐπίσκεψις ἐθεωρήθη ὡς ἡ σημαντικωτέρα τῶν ἐσχάτων ἐτῶν. Κατὰ πληροφορίας ἐκ πηγῶν τῆς κυβερνήσεως, αἱ συνομιλίαι συνεχίζονται ὑπὸ εὐνοϊκὰς συνθήκας καὶ ἀναμένεται ἡ ἔκδοσις κοινοῦ ἀνακοινωθέντος μετὰ τὸ πέρας τῶν ἐργασιῶν. (431, 376, 619, 563)
article-body: ΒΕΛΙΓΡΑΔΙΟΝ, 30. (Ἀσ. Πρές). Ἡ ἐπίσκεψις ἐθεωρήθη ὡς ἡ σημαντικωτέρα τῶν ἐσχάτων ἐτῶν. Κατὰ πληροφορίας ἐκ πηγῶν τῆς κυβερνήσεως, αἱ συνομιλίαι συνεχίζονται ὑπὸ εὐνοϊκὰς συνθήκας καὶ ἀναμένεται ἡ ἔκδοσις κοινοῦ ἀνακοινωθέντος μετὰ τὸ πέρας τῶν ἐργασιῶν. (823, 1054, 1004, 1159)
article-body: ΟΥΑΣΙΓΚΤΩΝ, 30. (Ῥώυτερ). Ὡς ἀνεκοινώθη ἐπισήμως, αἱ ἀρχαὶ προέβησαν εἰς ἐκτεταμένας ἐρεύνας. Ὁ ἐκπρόσωπος τοῦ ὑπουργείου ἐδήλωσεν ὅτι ἡ κυβέρνησις παρακολουθεῖ μετὰ προσοχῆς τὴν ἐξέλιξιν τῶν γεγονότων καὶ θὰ λάβῃ πάντα τὰ ἐνδεικνυόμενα μέτρα. (632, 982, 812, 1088)
article-body: ΑΡΑΙΓΚΤΟΝ, Βιρτζίνια, 30. (Ῥώυτερ). Οἱ ἐκπρόσωποι τῶν ἐνδιαφερομένων μερῶν συνῆλθον εἰς σύσκεψιν ὑπὸ τὴν προεδρίαν τοῦ ἁρμοδίου ὑπουργοῦ, ἐξετάσαντες τὰ προβλήματα τὰ ὁποῖα ἀνέκυψαν κατὰ τὸ διαρρεῦσαν χρονικὸν διάστημα. Ἀπεφασίσθη ἡ λῆψις μέτρων πρὸς ἀντιμετώπισιν τῆς καταστάσεως. (1016, 1445, 1195, 1562)
subheadline-public-appearances: ΚΑΤΑ ΤΑΣ ΔΗΜΟΣΙΑΣ ΕΜΦΑΝΙΣΕΙΣ ΤΗΣ (4, 97, 420, 125)
section-label: Ο ΛΟΓΟΣ ΤΟΥ ΧΟΥΣΕΥΝ (654, 519, 790, 532)
headline-tshombe-kinshasa: Ο κ. ΤΣΑΜΙ ΜΕΤΕΒΗ ΕΙΣ ΚΙΝΣΑΣΑ (1023, 1870, 1188, 1902)
article-body: Ὡς ἀνεκοινώθη ἐπισήμως, αἱ ἀρχαὶ προέβησαν εἰς ἐκτεταμένας ἐρεύνας. Ὁ ἐκπρόσωπος τοῦ ὑπουργείου ἐδήλωσεν ὅτι ἡ κυβέρνησις παρακολουθεῖ μετὰ προσοχῆς τὴν ἐξέλιξιν τῶν γεγονότων καὶ θὰ λάβῃ πάντα τὰ ἐνδεικνυόμενα μέτρα. (823, 1234, 1003, 1328)
section-label: ΕΚΚΛΗΣΙΣ ΕΡΓΑΤΩΝ (1439, 696, 1554, 709)
section-label: ΕΠΕΙΣΟΔΙΑ ΕΙΣ ΚΑΥΡΟΝ (845, 1461, 981, 1474)
section-label: ΣΟΒΑΡΑ ΕΠΕΙΣΟΔΙΑ (665, 1531, 779, 1544)
article-body: ΒΕΡΝΗ, 30. (Ἀθην. Πρακτ.) Ἡ ἐπίσκεψις ἐθεωρήθη ὡς ἡ σημαντικωτέρα τῶν ἐσχάτων ἐτῶν. Κατὰ πληροφορίας ἐκ πηγῶν τῆς κυβερνήσεως, αἱ συνομιλίαι συνεχίζονται ὑπὸ εὐνοϊκὰς συνθήκας καὶ ἀναμένεται ἡ ἔκδοσις κοινοῦ ἀνακοινωθέντος μετὰ τὸ πέρας τῶν ἐργασιῶν. Ὡς ἀνεκοινώθη ἐπισήμως, αἱ ἀρχαὶ προέβησαν εἰς ἐκτεταμένας ἐρεύνας. Ὁ ἐκπρόσωπος τοῦ ὑπουργείου ἐδήλωσεν ὅτι ἡ κυβέρνησις παρακολουθεῖ μετὰ προσοχῆς τὴν ἐξέλιξιν τῶν γεγονότων καὶ θὰ λάβῃ πάντα τὰ ἐνδεικνυόμενα μέτρα. Οἱ ἐκπρόσωποι τῶν ἐνδιαφερομένων μερῶν συνῆλθον εἰς σύσκεψιν ὑπὸ τὴν προεδρίαν τοῦ ἁρμοδίου ὑπουργοῦ, ἐξετάσαντες τὰ προβλήματα τὰ ὁποῖα ἀνέκυψαν κατὰ τὸ διαρρεῦσαν χρονικὸν διάστημα. Ἀπεφασίσθη ἡ λῆψις μέτρων πρὸς ἀντιμετώπισιν τῆς καταστάσεως. (6, 1082, 418, 1198)
banner-tito-message: ΜΗΝΥΜΑ ΤΟΥ ΤΙΤΟ ΠΡΟΣ ΤΟΝ ΤΖΟΝΣΟΝ ΜΕΤΑΦΕΡΕΙ ΓΙΟΥΓΚΟΣΛΑΒΟΣ ΥΠΟΥΡΓΟΣ (668, 659, 1159, 713)
article-body: ΝΤΟΥΑΛΑ, 30. (Ῥώυτερ). Ὡς ἀνεκοινώθη ἐπισήμως, αἱ ἀρχαὶ προέβησαν εἰς ἐκτεταμένας ἐρεύνας. Ὁ ἐκπρόσωπος τοῦ ὑπουργείου ἐδήλωσεν ὅτι ἡ κυβέρνησις παρακολουθεῖ μετὰ προσοχῆς τὴν ἐξέλιξιν τῶν γεγονότων καὶ θὰ λάβῃ πάντα τὰ ἐνδεικνυόμενα μέτρα. (919, 2091, 1195, 2150)
obituary-name: ΑΝΤΩΝΙΟΝ Σ. ΓΡΑΜΜΑΤΙΚΟΠΟΥΛΟΝ (463, 1847, 587, 1872)
hanoi-story (1202, 142, 1595, 462)
section-label: ΕΠΛΗΓΗ ΒΑΣΙΣ ΠΥΡΑΥΛΩΝ (1422, 333, 1572, 346)
section-label: ΤΡΟΜΟΚΡΑΤΙΚΟΣ ΣΗΜΑΙΑ (1424, 978, 1570, 991)
column-4 (1202, 0, 1595, 2324)
column-1 (0, 0, 424, 2324)
headline-convict-poem: ΚΑΤΑΔΙΚΟΣ ΕΛΑΒΕ ΤΟ ΠΡΩΤΟΝ ΒΡΑΒΕΙΟΝ ΠΟΙΗΜΑΤΟΣ (446, 1126, 604, 1172)
headline-us-bombers-hanoi: Ἀμερικανικὰ βομβαρδιστικὰ παρεβίασαν ἐκ νέου τὸν ἐναέριον χῶρον τοῦ Ἀνόϊ (1212, 3, 1585, 79)
headline-tshombe-lagos: Ο κ. ΤΟΤΟΜΠΕ ΜΕΤΕΒΗ ΕΙΣ ΛΑΓΟΣ ΚΑΙ ΚΟ (1414, 1890, 1581, 1922)
article-body: ΣΑΪΓΚΟΝ, 30. (Ῥώυτερ). Ὡς ἀνεκοινώθη ἐπισήμως, αἱ ἀρχαὶ προέβησαν εἰς ἐκτεταμένας ἐρεύνας. Ὁ ἐκπρόσωπος τοῦ ὑπουργείου ἐδήλωσεν ὅτι ἡ κυβέρνησις παρακολουθεῖ μετὰ προσοχῆς τὴν ἐξέλιξιν τῶν γεγονότων καὶ θὰ λάβῃ πάντα τὰ ἐνδεικνυόμενα μέτρα. (1208, 1495, 1393, 1589)
headline-infant-morgue: ΒΡΕΦΟΣ ΟΔΗΓΗΘΗ ΕΙΣ ΝΕΚΡΟΤΟΜΕΙΟΝ ΑΝΤΙ ΤΗΣ ΘΕΡΜΟΚΟΙΤΙΔΟΣ (1024, 1239, 1187, 1286)
section-label: ΟΙ ΑΠΟΡΡΗΤΕΣ ΤΗΣ ΙΤΑΛΙΑΣ (1026, 321, 1184, 334)
obituary-sub: ἐκ Λαρισαίων Φλώρινας (464, 1610, 586, 1623)
article-body: ΒΕΛΙΓΡΑΔΙΟΝ, 30. (Ἡνωμ. Τύπος). Οἱ ἐκπρόσωποι τῶν ἐνδιαφερομένων μερῶν συνῆλθον εἰς σύσκεψιν ὑπὸ τὴν προεδρίαν τοῦ ἁρμοδίου ὑπουργοῦ, ἐξετάσαντες τὰ προβλήματα τὰ ὁποῖα ἀνέκυψαν κατὰ τὸ διαρρεῦσαν χρονικὸν διάστημα. Ἀπεφασίσθη ἡ λῆψις μέτρων πρὸς ἀντιμετώπισιν τῆς καταστάσεως. (823, 359, 1004, 476)
obituary-name: ΦΩΤΙΟΝ ΣΗΖΗΝ (480, 1726, 569, 1739)
article-body: ΣΑΙΓΚΟΝ, 30. (Ἡνωμ. Τύπος). Οἱ ἐκπρόσωποι τῶν ἐνδιαφερομένων μερῶν συνῆλθον εἰς σύσκεψιν ὑπὸ τὴν προεδρίαν τοῦ ἁρμοδίου ὑπουργοῦ, ἐξετάσαντες τὰ προβλήματα τὰ ὁποῖα ἀνέκυψαν κατὰ τὸ διαρρεῦσαν χρονικὸν διάστημα. Ἀπεφασίσθη ἡ λῆψις μέτρων πρὸς ἀντιμετώπισιν τῆς καταστάσεως. (1405, 349, 1589, 455)
section-label: ΠΡΟΣ ΤΟΝ ΝΤΕ ΓΚΩΛ (853, 899, 974, 912)
article-body: ΡΩΜΗ, 30. (Ἡνωμ. Τύπος). Οἱ ἐκπρόσωποι τῶν ἐνδιαφερομένων μερῶν συνῆλθον εἰς σύσκεψιν ὑπὸ τὴν προεδρίαν τοῦ ἁρμοδίου ὑπουργοῦ, ἐξετάσαντες τὰ προβλήματα τὰ ὁποῖα ἀνέκυψαν κατὰ τὸ διαρρεῦσαν χρονικὸν διάστημα. Ἀπεφασίσθη ἡ λῆψις μέτρων πρὸς ἀντιμετώπισιν τῆς καταστάσεως. (1015, 337, 1195, 454)
article-body: ΑΝΤΕΝ, 30. (Ῥώυτερ). Οἱ ἐκπρόσωποι τῶν ἐνδιαφερομένων μερῶν συνῆλθον εἰς σύσκεψιν ὑπὸ τὴν προεδρίαν τοῦ ἁρμοδίου ὑπουργοῦ, ἐξετάσαντες τὰ προβλήματα τὰ ὁποῖα ἀνέκυψαν κατὰ τὸ διαρρεῦσαν χρονικὸν διάστημα. Ἀπεφασίσθη ἡ λῆψις μέτρων πρὸς ἀντιμετώπισιν τῆς καταστάσεως. (1208, 1181, 1393, 1286)
article-body: ΑΘΗΝΑΙ, 30. Οἱ ἐκπρόσωποι τῶν ἐνδιαφερομένων μερῶν συνῆλθον εἰς σύσκεψιν ὑπὸ τὴν προεδρίαν τοῦ ἁρμοδίου ὑπουργοῦ, ἐξετάσαντες τὰ προβλήματα τὰ ὁποῖα ἀνέκυψαν κατὰ τὸ διαρρεῦσαν χρονικὸν διάστημα. Ἀπεφασίσθη ἡ λῆψις μέτρων πρὸς ἀντιμετώπισιν τῆς καταστάσεως. (6, 953, 419, 1000)
headline-chamber-athens: ΕΞΗΤΑΣΘΗΣΑΝ ΕΙΣ ΤΟ ΕΠΙΜΕΛΗΤΗΡΙΟΝ ΤΩΝ ΑΘΗΝΩΝ ΣΟΒΑΡΑ ΠΡΟΒΛΗΜΑΤΑ ΤΩΝ ΠΑΡΑΓΩΓΙΚΩΝ ΤΑΞΕΩΝ (10, 885, 414, 948)
funerals-header: ΚΗΔΕΙΑΙ (429, 1432, 621, 1454)
article-body: ΟΥΑΣΙΓΚΤΩΝ, 30. (Ἀσ. Πρές). Ἡ ἐπίσκεψις ἐθεωρήθη ὡς ἡ σημαντικωτέρα τῶν ἐσχάτων ἐτῶν. Κατὰ πληροφορίας ἐκ πηγῶν τῆς κυβερνήσεως, αἱ συνομιλίαι συνεχίζονται ὑπὸ εὐνοϊκὰς συνθήκας καὶ ἀναμένεται ἡ ἔκδοσις κοινοῦ ἀνακοινωθέντος μετὰ τὸ πέρας τῶν ἐργασιῶν. (1208, 186, 1393, 292)
article-body: ΤΣΑΚΑΡΤΑ, 30. (Ῥώυτερ). Ἡ ἐπίσκεψις ἐθεωρήθη ὡς ἡ σημαντικωτέρα τῶν ἐσχάτων ἐτῶν. Κατὰ πληροφορίας ἐκ πηγῶν τῆς κυβερνήσεως, αἱ συνομιλίαι συνεχίζονται ὑπὸ εὐνοϊκὰς συνθήκας καὶ ἀναμένεται ἡ ἔκδοσις κοινοῦ ἀνακοινωθέντος μετὰ τὸ πέρας τῶν ἐργασιῶν. (6, 573, 418, 620)
article-body: Ἡ ἐπίσκεψις ἐθεωρήθη ὡς ἡ σημαντικωτέρα τῶν ἐσχάτων ἐτῶν. Κατὰ πληροφορίας ἐκ πηγῶν τῆς κυβερνήσεως, αἱ συνομιλίαι συνεχίζονται ὑπὸ εὐνοϊκὰς συνθήκας καὶ ἀναμένεται ἡ ἔκδοσις κοινοῦ ἀνακοινωθέντος μετὰ τὸ πέρας τῶν ἐργασιῶν. (1405, 1415, 1589, 1507)
headline-greek-american-thanks: ΘΕΡΜΑΙ ΕΥΧΑΡΙΣΤΙΑΙ ΕΛΛΗΝΟΑΜΕΡΙΚΑΝΩΝ (1027, 1716, 1184, 1748)
headline-queen-toronto: Θερμῶν ἐκδηλώσεων ἔτυχεν ἡ Βασίλισσα εἰς Τορόντο ὑπὸ τῶν ἐκεῖ ὁμογενῶν μας (5, 3, 419, 92)
obituary-text: Ἡ ἐπίσκεψις ἐθεωρήθη ὡς ἡ σημαντικωτέρα τῶν ἐσχάτων ἐτῶν. Κατὰ πληροφορίας ἐκ πηγῶν τῆς κυβερνήσεως, αἱ συνομιλίαι συνεχίζονται ὑπὸ εὐνοϊκὰς συνθήκας καὶ ἀναμένεται ἡ ἔκδοσις κοινοῦ ἀνακοινωθέντος μετὰ τὸ πέρας τῶν ἐργασιῶν. (431, 1990, 619, 2084)
headline-expatriate-satisfaction: ΟΜΟΓΕΝΗΣ ΕΚΦΡΑΖΕΙ ΤΗΝ ΠΛΗΡΗ ΙΚΑΝΟΠΟΙΗΣΙΝ ΤΟΥ ΔΙΑ ΤΗΝ ΑΠΟΚΑΤΑΣΤΑΣΙΝ ΤΗΣ ΤΑΞΕΩΣ ΕΙΣ ΤΗΝ ΕΛΛΑΔΑ (29, 702, 395, 785)
article-body: ΤΟΚΙΟ, 30. (Ῥώυτερ). Οἱ ἐκπρόσωποι τῶν ἐνδιαφερομένων μερῶν συνῆλθον εἰς σύσκεψιν ὑπὸ τὴν προεδρίαν τοῦ ἁρμοδίου ὑπουργοῦ, ἐξετάσαντες τὰ προβλήματα τὰ ὁποῖα ἀνέκυψαν κατὰ τὸ διαρρεῦσαν χρονικὸν διάστημα. Ἀπεφασίσθη ἡ λῆψις μέτρων πρὸς ἀντιμετώπισιν τῆς καταστάσεως. (1405, 712, 1589, 817)
section-label: ΑΝΑΜΕΝΕΤΑΙ ΕΝΤΑΣΙΣ ΤΩΝ ΦΥΛΕΤΙΚΩΝ ΤΑΡΑΧΩΝ ΕΙΣ ΗΝ. ΠΟΛΙΤΕΙΑΣ (1215, 147, 1386, 183)
headline-cremation: ΑΠΕΤΕΦΡΩΘΗ Η ΧΟΡΟΣ ΤΟΥ ΡΟΓΚΟΥΕΛ (1020, 1408, 1191, 1440)
headline-peking-diplomats: ΗΚΥΡΩΘΗΣΑΝ ΑΙ ΘΕΩΡΗΣΕΙΣ ΔΙΑΒΑΤΗΡΙΩΝ ΤΩΝ ΕΝ ΠΕΚΙΝΩ ΒΡΕΤΑΝΩΝ ΔΙΠΛΩΜΑΤΩΝ (4, 1395, 420, 1437)
article-body: ΛΑΓΟΣ, 30. (Ἀσ. Πρές). Ἡ ἐπίσκεψις ἐθεωρήθη ὡς ἡ σημαντικωτέρα τῶν ἐσχάτων ἐτῶν. Κατὰ πληροφορίας ἐκ πηγῶν τῆς κυβερνήσεως, αἱ συνομιλίαι συνεχίζονται ὑπὸ εὐνοϊκὰς συνθήκας καὶ ἀναμένεται ἡ ἔκδοσις κοινοῦ ἀνακοινωθέντος μετὰ τὸ πέρας τῶν ἐργασιῶν. (632, 2091, 908, 2150)
section-label: ΧΑΛΙΑ ΤΟΥ ΤΙΤΟ (868, 135, 959, 148)
article-body: ΒΕΡΟΛΙΝΟΝ, 30. (Ἀσσ. Πρές). Ὡς ἀνεκοινώθη ἐπισήμως, αἱ ἀρχαὶ προέβησαν εἰς ἐκτεταμένας ἐρεύνας. Ὁ ἐκπρόσωπος τοῦ ὑπουργείου ἐδήλωσεν ὅτι ἡ κυβέρνησις παρακολουθεῖ μετὰ προσοχῆς τὴν ἐξέλιξιν τῶν γεγονότων καὶ θὰ λάβῃ πάντα τὰ ἐνδεικνυόμενα μέτρα. Ἡ ἐπίσκεψις ἐθεωρήθη ὡς ἡ σημαντικωτέρα τῶν ἐσχάτων ἐτῶν. Κατὰ πληροφορίας ἐκ πηγῶν τῆς κυβερνήσεως, αἱ συνομιλίαι συνεχίζονται ὑπὸ εὐνοϊκὰς συνθήκας καὶ ἀναμένεται ἡ ἔκδοσις κοινοῦ ἀνακοινωθέντος μετὰ τὸ πέρας τῶν ἐργασιῶν. (1405, 141, 1589, 328)
headline-saigon-observers: ΜΕΤΕΒΗΣΑΝ ΕΙΣ ΣΑ-Ι-ΓΚΟΝ ΑΜΕΡΙΚΑΝΟΙ ΠΑΡΑΤΗΡΗΤΑΙ ΠΡΟΣ ΠΑΡΑΚΟΛΟΥΘΗΣΙΝ ΤΩΝ ΠΡΟΕΔΡΙΚΩΝ ΕΚΛΟΓΩΝ (1241, 1305, 1556, 1352)
section-label: ΕΚ ΜΕΡΟΥΣ ΤΟΥ ΤΙΟΥ (1238, 1480, 1362, 1493)
article-body: ΑΘΗΝΑΙ, 30. Ὡς ἀνεκοινώθη ἐπισήμως, αἱ ἀρχαὶ προέβησαν εἰς ἐκτεταμένας ἐρεύνας. Ὁ ἐκπρόσωπος τοῦ ὑπουργείου ἐδήλωσεν ὅτι ἡ κυβέρνησις παρακολουθεῖ μετὰ προσοχῆς τὴν ἐξέλιξιν τῶν γεγονότων καὶ θὰ λάβῃ πάντα τὰ ἐνδεικνυόμενα μέτρα. Οἱ ἐκπρόσωποι τῶν ἐνδιαφερομένων μερῶν συνῆλθον εἰς σύσκεψιν ὑπὸ τὴν προεδρίαν τοῦ ἁρμοδίου ὑπουργοῦ, ἐξετάσαντες τὰ προβλήματα τὰ ὁποῖα ἀνέκυψαν κατὰ τὸ διαρρεῦσαν χρονικὸν διάστημα. Ἀπεφασίσθη ἡ λῆψις μέτρων πρὸς ἀντιμετώπισιν τῆς καταστάσεως. (6, 1300, 418, 1382)
headline-industry-minister-thrace: Ο ΥΠΟΥΡΓΟΣ ΒΙΟΜΗΧΑΝΙΑΣ ΘΑ ΕΠΙΣΚΕΦΘΗ ΤΗΝ ΘΡΑΚΗΝ (1405, 1362, 1589, 1409)
article-body: Ἡ ἐπίσκεψις ἐθεωρήθη ὡς ἡ σημαντικωτέρα τῶν ἐσχάτων ἐτῶν. Κατὰ πληροφορίας ἐκ πηγῶν τῆς κυβερνήσεως, αἱ συνομιλίαι συνεχίζονται ὑπὸ εὐνοϊκὰς συνθήκας καὶ ἀναμένεται ἡ ἔκδοσις κοινοῦ ἀνακοινωθέντος μετὰ τὸ πέρας τῶν ἐργασιῶν. (1208, 2211, 1589, 2258)
article-body: ΤΟΚΙΟ, 30. (Ἀσσ. Πρές). Ἡ ἐπίσκεψις ἐθεωρήθη ὡς ἡ σημαντικωτέρα τῶν ἐσχάτων ἐτῶν. Κατὰ πληροφορίας ἐκ πηγῶν τῆς κυβερνήσεως, αἱ συνομιλίαι συνεχίζονται ὑπὸ εὐνοϊκὰς συνθήκας καὶ ἀναμένεται ἡ ἔκδοσις κοινοῦ ἀνακοινωθέντος μετὰ τὸ πέρας τῶν ἐργασιῶν. (1405, 584, 1589, 690)
nigeria-story (626, 2092, 1201, 2157)
subheadline-suburbs: ΚΑΙ ΕΠΛΗΞΑΝ ΕΓΚΑΤΑΣΤΑΣΕΙΣ ΕΙΣ ΠΕΡΙΟΧΑΣ ΤΩΝ ΠΡΟΑΣΤΙΩΝ (1227, 91, 1570, 136)
article-body: ΑΝΤΕΝ, 30. (Ῥώυτερ). Ἡ ἐπίσκεψις ἐθεωρήθη ὡς ἡ σημαντικωτέρα τῶν ἐσχάτων ἐτῶν. Κατὰ πληροφορίας ἐκ πηγῶν τῆς κυβερνήσεως, αἱ συνομιλίαι συνεχίζονται ὑπὸ εὐνοϊκὰς συνθήκας καὶ ἀναμένεται ἡ ἔκδοσις κοινοῦ ἀνακοινωθέντος μετὰ τὸ πέρας τῶν ἐργασιῶν. (1405, 1110, 1589, 1215)
article-body: ΛΟΝΔΙΝΟΝ, 30. (Ῥώυτερ). Ἡ ἐπίσκεψις ἐθεωρήθη ὡς ἡ σημαντικωτέρα τῶν ἐσχάτων ἐτῶν. Κατὰ πληροφορίας ἐκ πηγῶν τῆς κυβερνήσεως, αἱ συνομιλίαι συνεχίζονται ὑπὸ εὐνοϊκὰς συνθήκας καὶ ἀναμένεται ἡ ἔκδοσις κοινοῦ ἀνακοινωθέντος μετὰ τὸ πέρας τῶν ἐργασιῶν. Ὡς ἀνεκοινώθη ἐπισήμως, αἱ ἀρχαὶ προέβησαν εἰς ἐκτεταμένας ἐρεύνας. Ὁ ἐκπρόσωπος τοῦ ὑπουργείου ἐδήλωσεν ὅτι ἡ κυβέρνησις παρακολουθεῖ μετὰ προσοχῆς τὴν ἐξέλιξιν τῶν γεγονότων καὶ θὰ λάβῃ πάντα τὰ ἐνδεικνυόμενα μέτρα. (1208, 972, 1393, 1160)
article-body: ΠΑΡΙΣΙΟΙ, 30. (Ῥώυτερ). Οἱ ἐκπρόσωποι τῶν ἐνδιαφερομένων μερῶν συνῆλθον εἰς σύσκεψιν ὑπὸ τὴν προεδρίαν τοῦ ἁρμοδίου ὑπουργοῦ, ἐξετάσαντες τὰ προβλήματα τὰ ὁποῖα ἀνέκυψαν κατὰ τὸ διαρρεῦσαν χρονικὸν διάστημα. Ἀπεφασίσθη ἡ λῆψις μέτρων πρὸς ἀντιμετώπισιν τῆς καταστάσεως. (823, 915, 1004, 1032)
subheadline-saudi-libya-kuwait: Ἡ Σαουδαραβία ἡ Λιβύη καὶ τὸ Κουβέϊτ ἀντετάχθησαν εἰς τοὺς περιορισμοὺς (659, 85, 1168, 123)
article-body: ΑΘΗΝΑΙ, 30. Οἱ ἐκπρόσωποι τῶν ἐνδιαφερομένων μερῶν συνῆλθον εἰς σύσκεψιν ὑπὸ τὴν προεδρίαν τοῦ ἁρμοδίου ὑπουργοῦ, ἐξετάσαντες τὰ προβλήματα τὰ ὁποῖα ἀνέκυψαν κατὰ τὸ διαρρεῦσαν χρονικὸν διάστημα. Ἀπεφασίσθη ἡ λῆψις μέτρων πρὸς ἀντιμετώπισιν τῆς καταστάσεως. (1405, 1556, 1589, 1662)
section-label: ΜΗΝΥΜΑ ΤΟΥ ΤΙΤΟ (859, 1038, 968, 1051)
obituary-name: ΚΩΝΣΤΑΝΤΙΝΟΝ ΓΕΩΡΓΙΟΥ (449, 1592, 601, 1605)
headline-cyprus-mines: ΝΕΑΙ ΤΑΡΑΧΑΙ ΕΙΣ ΤΑ ΕΝ ΚΥΠΡΩ ΑΓΓΛΙΚΑ ΟΡΥΧΕΙΑ (434, 339, 616, 371)
article-body: ΤΕΛ ΑΒΙΒ, 30. (Ῥώυτερ). Ἡ ἐπίσκεψις ἐθεωρήθη ὡς ἡ σημαντικωτέρα τῶν ἐσχάτων ἐτῶν. Κατὰ πληροφορίας ἐκ πηγῶν τῆς κυβερνήσεως, αἱ συνομιλίαι συνεχίζονται ὑπὸ εὐνοϊκὰς συνθήκας καὶ ἀναμένεται ἡ ἔκδοσις κοινοῦ ἀνακοινωθέντος μετὰ τὸ πέρας τῶν ἐργασιῶν. (823, 1349, 1003, 1455)
obituary-text: Ἡ ἐπίσκεψις ἐθεωρήθη ὡς ἡ σημαντικωτέρα τῶν ἐσχάτων ἐτῶν. Κατὰ πληροφορίας ἐκ πηγῶν τῆς κυβερνήσεως, αἱ συνομιλίαι συνεχίζονται ὑπὸ εὐνοϊκὰς συνθήκας καὶ ἀναμένεται ἡ ἔκδοσις κοινοῦ ἀνακοινωθέντος μετὰ τὸ πέρας τῶν ἐργασιῶν. (431, 1626, 619, 1720)
headline-helicopter-crash: ΟΚΤΩ ΝΕΚΡΟΙ ΚΑΤΑ ΤΗΝ ΣΥΝΤΡΙΒΗΝ ΕΛΙΚΟΠΤΕΡΟΥ (1404, 1724, 1592, 1756)
headline-british-economy: Η ΒΡΕΤΑΝΝΙΚΗ ΟΙΚΟΝΟΜΙΑ ΘΑ ΑΝΟΡΘΩΘΗ ΜΟΝΟΝ ΑΝ Η ΛΙΡΑ ΕΓΚΑΤΑΛΕΙΨΗ ΤΗΝ ΙΣΟΤΙΜΙΑΝ ΕΝΑΝΤΙ ΤΟΥ ΔΟΛΛΑΡΙΟΥ (4, 301, 420, 364)
headline-greek-soviet-trade: ΑΙ ΕΛΛΗΝΟΣΟΒΙΕΤΙΚΑΙ ΕΜΠΟΡΙΚΑΙ ΣΥΝΑΛΛΑΓΑΙ (1018, 1574, 1193, 1606)
article-body: ΔΑΜΑΣΚΟΣ, 30. (Ῥώυτερ). Ὡς ἀνεκοινώθη ἐπισήμως, αἱ ἀρχαὶ προέβησαν εἰς ἐκτεταμένας ἐρεύνας. Ὁ ἐκπρόσωπος τοῦ ὑπουργείου ἐδήλωσεν ὅτι ἡ κυβέρνησις παρακολουθεῖ μετὰ προσοχῆς τὴν ἐξέλιξιν τῶν γεγονότων καὶ θὰ λάβῃ πάντα τὰ ἐνδεικνυόμενα μέτρα. Ἡ ἐπίσκεψις ἐθεωρήθη ὡς ἡ σημαντικωτέρα τῶν ἐσχάτων ἐτῶν. Κατὰ πληροφορίας ἐκ πηγῶν τῆς κυβερνήσεως, αἱ συνομιλίαι συνεχίζονται ὑπὸ εὐνοϊκὰς συνθήκας καὶ ἀναμένεται ἡ ἔκδοσις κοινοῦ ἀνακοινωθέντος μετὰ τὸ πέρας τῶν ἐργασιῶν. (823, 151, 1004, 337)
obituary-sub: σύζυγον ΣΕΚ (490, 1477, 559, 1490)
headline-earthquake-china: ΣΕΙΣΜΙΚΗ ΔΟΝΗΣΙΣ ΕΙΣ ΤΗΝ ΚΙΝΑΝ (445, 1295, 605, 1327)
section-label: ΣΥΝΕΧΕΙΑ (693, 724, 751, 737)
section-label: ΕΛΗΞΕΝ Ο ΑΓΩΝ ΕΙΣ ΛΑΝΤΣΕΟΥ (1407, 568, 1587, 581)
